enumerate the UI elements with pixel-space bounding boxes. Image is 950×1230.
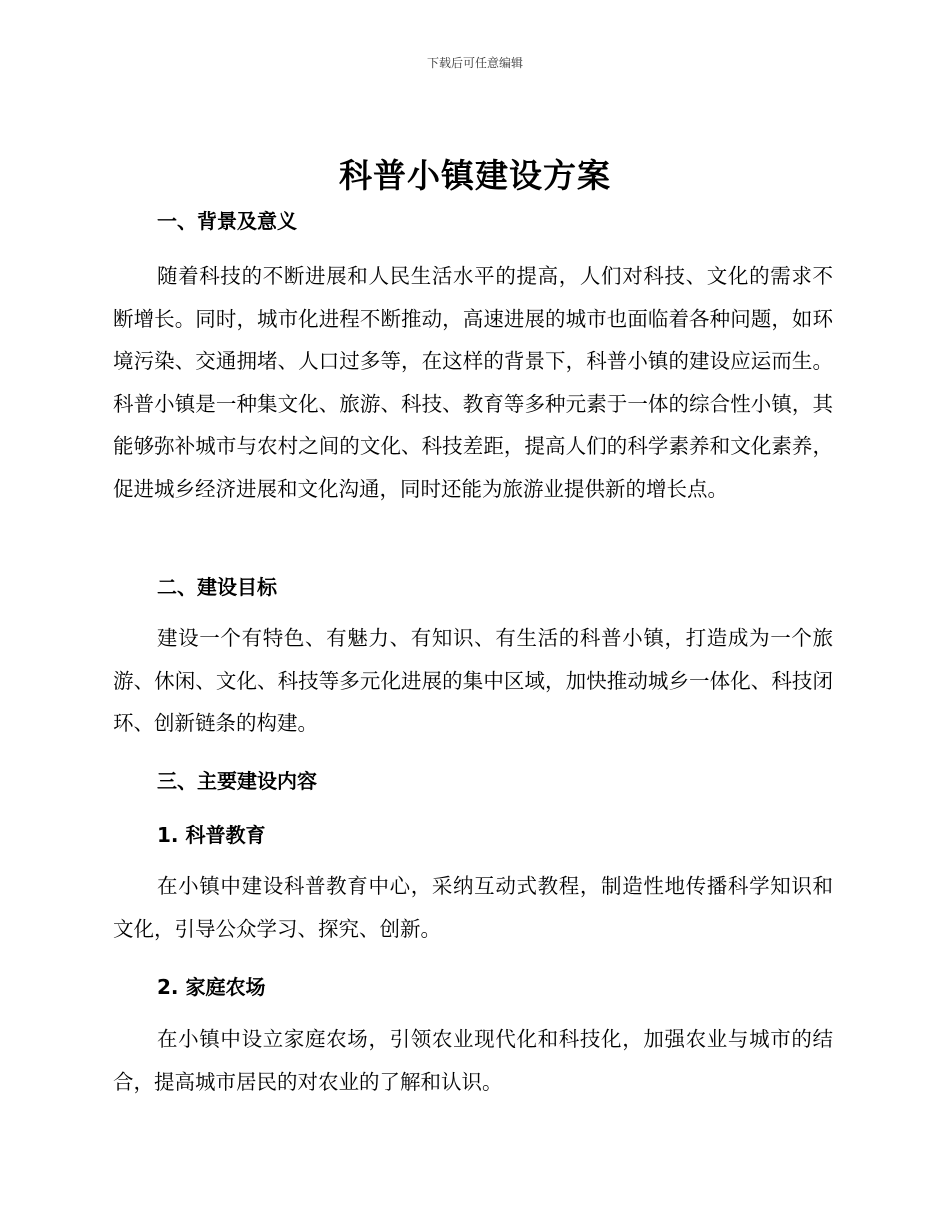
section-paragraph-goals: 建设一个有特色、有魅力、有知识、有生活的科普小镇，打造成为一个旅游、休闲、文化、科技等多元化进展的集中区域，加快推动城乡一体化、科技闭环、创新链条的构建。: [113, 626, 833, 735]
subsection-paragraph-family-farm: 在小镇中设立家庭农场，引领农业现代化和科技化，加强农业与城市的结合，提高城市居民的对农业的了解和认识。: [113, 1027, 833, 1094]
subsection-heading-family-farm: 2. 家庭农场: [157, 975, 266, 999]
section-paragraph-background: 随着科技的不断进展和人民生活水平的提高，人们对科技、文化的需求不断增长。同时，城市化进程不断推动，高速进展的城市也面临着各种问题，如环境污染、交通拥堵、人口过多等，在这样的背景下，科普小镇的建设应运而生。科普小镇是一种集文化、旅游、科技、教育等多种元素于一体的综合性小镇，其能够弥补城市与农村之间的文化、科技差距，提高人们的科学素养和文化素养，促进城乡经济进展和文化沟通，同时还能为旅游业提供新的增长点。: [113, 264, 833, 501]
subsection-heading-science-education: 1. 科普教育: [157, 823, 266, 847]
subsection-paragraph-science-education: 在小镇中建设科普教育中心，采纳互动式教程，制造性地传播科学知识和文化，引导公众学习、探究、创新。: [113, 874, 833, 941]
page-header-note: 下载后可任意编辑: [426, 56, 523, 70]
page-title: 科普小镇建设方案: [339, 156, 611, 195]
section-heading-main-content: 三、主要建设内容: [157, 769, 317, 793]
section-heading-goals: 二、建设目标: [157, 575, 277, 599]
section-heading-background: 一、背景及意义: [157, 209, 297, 233]
